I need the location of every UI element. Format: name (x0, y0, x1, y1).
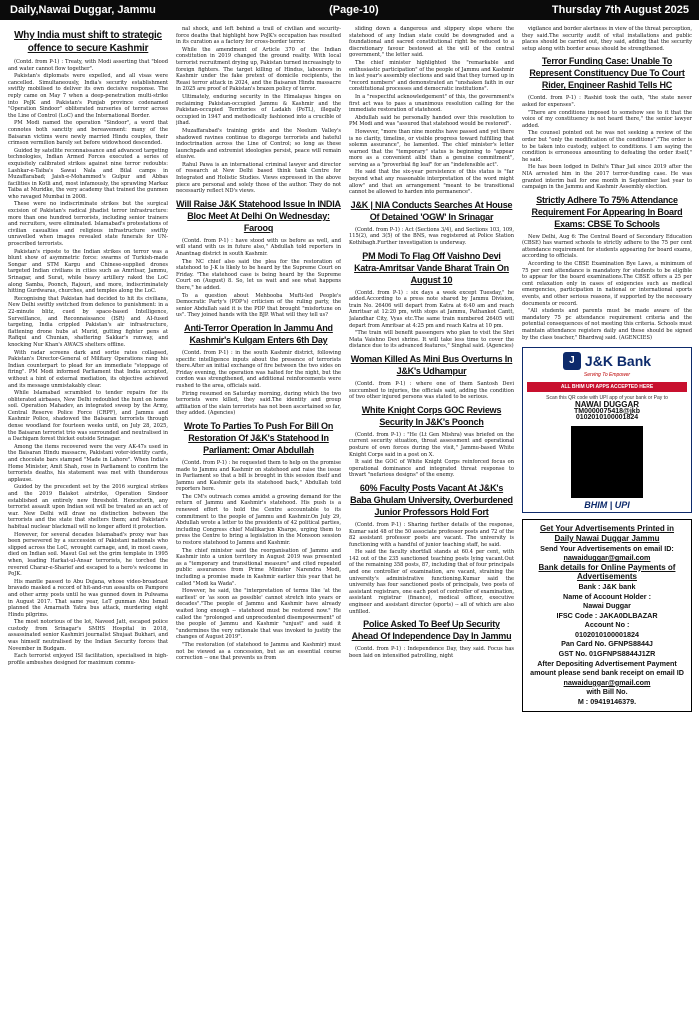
notice-line: Bank : J&K bank (578, 581, 636, 591)
article-paragraph: He said the faculty shortfall stands at 60.4 per cent, with 142 out of the 235 sanctioned teaching posts lying vacant.Out of the remaining 358 posts, 87, including that of four principals and one controller of examination, are vacant, straining the university's administrative functioning.Kumar said the university has four sanctioned posts of principals, two posts of assistant registrars, one each post of controller of examination, assistant registrar (finance), medical officer, executive engineer and assistant director (sports) -- all of which are also unfilled. (349, 549, 514, 615)
article-paragraph: (Contd. from P-1) : Rashid took the oath, "the state never asked for expenses". (522, 95, 692, 108)
notice-line: Name of Account Holder : (563, 591, 651, 601)
bank-logo (527, 352, 687, 370)
headline-independence-security (349, 618, 514, 642)
headline-vande-bharat (349, 250, 514, 286)
notice-line: IFSC Code : JAKA0DLBAZAR (556, 610, 658, 620)
qr-code-icon[interactable] (571, 426, 643, 498)
article-paragraph: However, "more than nine months have passed and yet there is no clarity, timeline, or visible progress toward fulfilling that solemn assurance", he lamented. The chief minister's letter warned that the "temporary" status is beginning to "appear more as a convenient alibi than a genuine commitment", serving as a "proverbial fig leaf" for an "indefensible act". (349, 128, 514, 168)
headline-text: Why India must shift to strategic offence to secure Kashmir (14, 30, 162, 54)
article-paragraph: Rahul Pawa is an international criminal lawyer and director of research at New Delhi based think tank Centre for Integrated and Holistic Studies. Views expressed in the above piece are personal and solely those of the author. They do not necessarily reflect ND's views. (176, 161, 341, 195)
article-paragraph: Ultimately, enduring security in the Himalayas hinges on reclaiming Pakistan-occupied Jammu & Kashmir and the Pakistan-occupied Territories of Ladakh (PoTL), illegally occupied in 1947 and methodically fashioned into a crucible of jihad. (176, 93, 341, 127)
bhim-upi-logo: BHIM | UPI (584, 499, 630, 510)
bank-qr-advertisement (522, 347, 692, 513)
article-paragraph: In a "respectful acknowledgement" of this, the government's first act was to pass a unanimous resolution calling for the immediate restoration of statehood. (349, 93, 514, 114)
headline-white-knight (349, 404, 514, 428)
bank-logo-icon: J (563, 352, 581, 370)
article-paragraph: The chief minister highlighted the "remarkable and enthusiastic participation" of the people of Jammu and Kashmir in last year's assembly elections and said that they turned up in "record numbers" and demonstrated an "unshaken faith in our constitutional processes and democratic institutions". (349, 59, 514, 93)
advertisement-notice (522, 519, 692, 711)
article-paragraph: These were no indiscriminate strikes but the surgical excision of Pakistan's radical jihadist terror infrastructure: more than one hundred terrorists, including senior trainers and recruiters, were eliminated. Islamabad's protestations of civilian casualties and religious infrastructure swiftly unravelled when images revealed state funerals for UN-proscribed terrorists. (8, 201, 168, 248)
column-1 (8, 26, 168, 1018)
article-paragraph: The NC chief also said the plea for the restoration of statehood to J-K is likely to be heard by the Supreme Court on Friday. "The statehood case is being heard by the Supreme Court on (August) 8. So, let us wait and see what happens there," he added. (176, 258, 341, 291)
article-paragraph: PM Modi named the operation "Sindoor", a word that connotes both sanctity and bereavement: many of the Baisaran victims were newly married Hindu couples, their crimson vermilion barely set before widowhood descended. (8, 120, 168, 147)
article-paragraph: New Delhi, Aug 6: The Central Board of Secondary Education (CBSE) has warned schools to strictly adhere to the 75 per cent attendance requirement for students appearing for board exams, according to officials. (522, 233, 692, 260)
column-3 (349, 26, 514, 1018)
article-paragraph: (Contd. from P-1) : where one of them Santosh Devi succumbed to injuries, the officials said, adding the condition of two other injured persons was stated to be serious. (349, 380, 514, 401)
masthead-date: Thursday 7th August 2025 (551, 4, 689, 16)
article-paragraph: "All students and parents must be made aware of the mandatory 75 pc attendance requirement criteria and the potential consequences of not meeting this criteria. Schools must maintain attendance registers daily and these should be signed by the class teacher," Bhardwaj said. (AGENCIES) (522, 308, 692, 341)
headline-cbse-attendance (522, 194, 692, 230)
headline-udhampur-bus (349, 353, 514, 377)
headline-text: Terror Funding Case: Unable To Represent Constituency Due To Court Rider, Engineer Rashid Tells HC (529, 56, 685, 91)
article-paragraph: While the amendment of Article 370 of the Indian constitution in 2019 changed the ground reality. With local terrorist recruitment drying up, Pakistan turned increasingly to foreign fighters. The target killing of Hindus, labourers in Kashmir under the fake pretext of domicile recipients, the Reasi terror attack in 2024, and the Baisaran Hindu massacre in 2025 are proof of Pakistan's brazen policy of terror. (176, 46, 341, 93)
notice-line: GST No. 01GFNPS8844J1ZR (558, 649, 656, 659)
bank-name: J&K Bank (584, 352, 652, 369)
article-paragraph: Each terrorist enjoyed ISI facilitation, specialised in high-profile ambushes designed for maximum commu- (8, 653, 168, 666)
headline-text: Will Raise J&K Statehood Issue In INDIA Bloc Meet At Delhi On Wednesday: Farooq (176, 198, 341, 233)
column-2 (176, 26, 341, 1018)
notice-email[interactable]: nawaiduggar@gmail.com (563, 677, 651, 687)
headline-text: Wrote To Parties To Push For Bill On Restoration Of J&K's Statehood In Parliament: Omar Abdullah (183, 420, 334, 455)
article-paragraph: (Contd. from P-1) : Act (Sections 3/4), and Sections 103, 109, 115(2), and 3(5) of the BNS, was registered at Police Station Kothibagh.Further investigation is underway. (349, 226, 514, 247)
article-paragraph: To a question about Mehbooba Mufti-led People's Democratic Party's (PDP's) criticism of the ruling party, the senior Abdullah said it is the PDP that brought "misfortune on us". They joined hands with the BJP. What will they tell us? (176, 292, 341, 319)
headline-text: J&K | NIA Conducts Searches At House Of Detained 'OGW' In Srinagar (350, 199, 513, 222)
article-paragraph: Firing resumed on Saturday morning, during which the two terrorists were killed, they said.The identity and group affiliation of the slain terrorists has not been ascertained so far, they added. (Agencies) (176, 390, 341, 417)
headline-text: White Knight Corps GOC Reviews Security In J&K's Poonch (361, 404, 502, 427)
article-paragraph: The most notorious of the lot, Naveed Jatt, escaped police custody from Srinagar's SMHS Hospital in 2018, assassinated senior Kashmiri journalist Shujaat Bukhari, and was himself neutralised by the Indian Security forces that November in Budgam. (8, 619, 168, 652)
article-paragraph: Guided by the precedent set by the 2016 surgical strikes and the 2019 Balakot airstrike, Operation Sindoor established an entirely new threshold. Henceforth, any terrorist assault upon Indian soil will be treated as an act of war. New Delhi will draw no distinction between the terrorists and the state that shelters them; and Pakistan's habitual nuclear blackmail will no longer afford it protection. (8, 484, 168, 530)
article-paragraph: (Contd. from P-1) : "He (Lt Gen Mishra) was briefed on the current security situation, threat assessment and operational posture of own forces during the visit," Jammu-based White Knight Corps said in a post on X. (349, 431, 514, 458)
headline-text: PM Modi To Flag Off Vaishno Devi Katra-Amritsar Vande Bharat Train On August 10 (354, 250, 509, 285)
notice-line: After Depositing Advertisement Payment amount please send bank receipt on email ID (530, 658, 684, 678)
article-paragraph: "There are conditions imposed to somehow see to it that the voice of my constituency is not heard there," the senior lawyer added. (522, 109, 692, 129)
headline-text: Police Asked To Beef Up Security Ahead Of Independence Day In Jammu (351, 619, 512, 642)
article-paragraph: He has been lodged in Delhi's Tihar Jail since 2019 after the NIA arrested him in the 2017 terror-funding case. He was granted interim bail for one month in September last year to campaign in the Jammu and Kashmir Assembly election. (522, 164, 692, 191)
upi-id: TM0000075418@jkb (574, 407, 640, 415)
payee-name: NAWAI DUGGAR (575, 399, 639, 409)
article-paragraph: nal shock, and left behind a trail of civilian and security-force deaths that highlight how PoJK's occupation has resulted in its curation as a factory for cross-border terror. (176, 26, 341, 46)
article-paragraph: (Contd. from P-1) : six days a week except Tuesday," he added.According to a press note shared by Jammu Division, train No. 26406 will depart from Katra at 6:40 am and reach Amritsar at 12:20 pm, with stops at Jammu, Pathankot Cantt, Jalandhar City, Vyas etc.The same train numbered 26405 will depart from Amritsar at 4:25 pm and reach Katra at 10 pm. (349, 289, 514, 329)
notice-phone: M : 09419146379. (577, 697, 637, 707)
notice-line: Send Your Advertisements on email ID: (540, 543, 674, 553)
upi-strip: ALL BHIM UPI APPS ACCEPTED HERE (527, 382, 687, 393)
article-paragraph: Among the items recovered were the very AK-47s used in the Baisaran Hindu massacre, Pakistani voter-identity cards, and chocolate bars stamped "Made in Lahore". When India's Home Minister, Amit Shah, rose in Parliament to confirm the terrorists deaths, his statement was met with thunderous applause. (8, 443, 168, 483)
article-paragraph: However, for several decades Islamabad's proxy war has been persevered by a succession of Pakistani nationals who slipped across the LoC, wrought carnage, and, in most cases, died on Indian soil. Masut Gul set the grim template in 1995 when, leading Harkat-ul-Ansar terrorists, he torched the revered Charar-e-Sharief and escaped to a hero's welcome in PoJK. (8, 531, 168, 578)
account-number: 0102010100001824 (575, 414, 639, 422)
article-paragraph: (Contd. from P-1) : Treaty, with Modi asserting that "blood and water cannot flow together". (8, 59, 168, 72)
article-paragraph: Muzaffarabad's training grids and the Neelum Valley's shadowed ravines continue to disgorge terrorists and hateful indoctrination across the Line of Control; so long as these launchpads and extremist ideologies persist, peace will remain elusive. (176, 127, 341, 161)
notice-line: Pan Card No. GFNPS8844J (561, 639, 653, 649)
article-paragraph: sliding down a dangerous and slippery slope where the statehood of any Indian state could be downgraded and a foundational and sacred constitutional right be reduced to a discretionary favour bestowed at the will of the central government," the letter said. (349, 26, 514, 59)
masthead-page-number: (Page-10) (329, 4, 379, 16)
notice-line: Nawai Duggar (583, 601, 631, 611)
headline-nia-searches (349, 199, 514, 223)
article-paragraph: Guided by satellite reconnaissance and advanced targeting technologies, Indian Armed Forces executed a series of exquisitely calibrated strikes against nine terror redoubts: Lashkar-e-Taiba's Sawai Nala and Bilal camps in Muzaffarabad; Jaish-e-Mohammed's Gulpur and Abbas facilities in Kotli and, most infamously, the sprawling Markaz Taiba at Muridke, the very academy that trained the gunmen who ravaged Mumbai in 2008. (8, 147, 168, 200)
notice-line: 0102010100001824 (575, 629, 639, 639)
article-paragraph: His mantle passed to Abu Dujana, whose video-broadcast bravado masked a record of hit-and-run assaults on Pampore and other army posts until he was gunned down in Pulwama in August 2017. That same year, LeT gunman Abu Ismail planned the Amarnath Yatra bus attack, murdering eight Hindu pilgrims. (8, 578, 168, 618)
headline-text: Strictly Adhere To 75% Attendance Requirement For Appearing In Board Exams: CBSE To Schools (531, 194, 683, 229)
column-4 (522, 26, 692, 1018)
article-paragraph: Pakistan's diplomats were expelled, and all visas were cancelled. Simultaneously, India's security establishment swiftly mobilised to deliver its own decisive response. The reply came on May 7 when a deep-penetration multi-strike into PoJK and Pakistan's Punjab province codenamed "Operation Sindoor" obliterated nurseries of terror across the Line of Control (LoC) and the International Border. (8, 73, 168, 119)
article-paragraph: The counsel pointed out he was not seeking a review of the order but "only the modification of the conditions"."The order is to be taken into custody, subject to conditions. I am saying the condition is erroneous amounting to defeating the order itself," he said. (522, 130, 692, 163)
article-paragraph: It said the GOC of White Knight Corps reinforced focus on operational dominance and integrated threat response to thwart "nefarious designs" of the enemy. (349, 459, 514, 479)
article-paragraph: However, he said, the "interpretation of terms like 'at the earliest' or 'as soon as possible' cannot stretch into years or decades"."The people of Jammu and Kashmir have already waited long enough -- statehood must be restored now." He called the "prolonged and unprecedented disempowerment" of the people of Jammu and Kashmir "unjust" and said it "undermines the very rationale that was invoked to justify the changes of August 2019". (176, 588, 341, 641)
article-paragraph: The chief minister said the reorganisation of Jammu and Kashmir into a union territory in August 2019 was presented as a "temporary and transitional measure" and cited repeated public assurances from Prime Minister Narendra Modi, including a promise made in Kashmir earlier this year that he called "Modi ka Wada". (176, 547, 341, 587)
masthead-paper-name: Daily,Nawai Duggar, Jammu (10, 4, 156, 16)
headline-omar-statehood-bill (176, 420, 341, 456)
article-paragraph: He said that the six-year persistence of this status is "far beyond what any reasonable interpretation of the word might allow" and that an arrangement "meant to be transitional cannot be allowed to harden into permanence". (349, 169, 514, 196)
headline-farooq-statehood (176, 198, 341, 234)
article-paragraph: vigilance and border alertness in view of the threat perception, they said.The security audit of vital installations and public places should be carried out, they said, adding that the security setup along with border areas should be strengthened. (522, 26, 692, 52)
article-paragraph: According to the CBSE Examination Bye Laws, a minimum of 75 per cent attendance is mandatory for students to be eligible to appear for the board examinations.The CBSE offers a 25 per cent relaxation only in cases of exigencies such as medical emergencies, participation in national or international sports events, and other serious reasons, if supported by the necessary documents or record. (522, 261, 692, 307)
notice-title: Get Your Advertisements Printed in (539, 524, 675, 534)
notice-bank-heading: Bank details for Online Payments of Advertisements (538, 562, 676, 582)
article-paragraph: (Contd. from P-1) : Sharing further details of the response, Kumar said 48 of the 50 associate professor posts and 72 of the 82 assistant professor posts are vacant. The university is functioning with a handful of junior teaching staff, he said. (349, 521, 514, 548)
article-paragraph: "The train will benefit passengers who plan to visit the Shri Mata Vaishno Devi shrine. It will take less time to cover the distance due to its advanced features," Singhal said. (Agencies) (349, 330, 514, 350)
headline-engineer-rashid (522, 55, 692, 91)
headline-text: Woman Killed As Mini Bus Overturns In J&K's Udhampur (350, 353, 513, 376)
notice-line: with Bill No. (586, 687, 628, 697)
article-paragraph: Recognising that Pakistan had decided to hit its civilians, New Delhi swiftly switched from defence to punishment: in a 22-minute blitz, cued by space-based Intelligence, Surveillance, and Reconnaissance (ISR) and AI-fused targeting, India crippled Pakistan's air infrastructure, flattening drone hubs at Murid, gutting fighter pens at Rafiqui and Chunian, shattering Sakkar's runway, and knocking Nur Khan's AWACS shelters offline. (8, 295, 168, 348)
headline-text: 60% Faculty Posts Vacant At J&K's Baba Ghulam University, Overburdened Junior Professors Hold Fort (350, 482, 513, 517)
masthead (0, 0, 699, 20)
headline-text: Anti-Terror Operation In Jammu And Kashmir's Kulgam Enters 6th Day (184, 322, 333, 345)
bank-tagline: Serving To Empower (583, 372, 631, 379)
headline-kashmir-offence (8, 29, 168, 55)
article-paragraph: (Contd. from P-1) : in the south Kashmir district, following specific intelligence inputs about the presence of terrorists there.After an initial exchange of fire between the two sides on Friday evening, the operation was halted for the night, but the cordon was strengthened, and additional reinforcements were rushed to the area, officials said. (176, 349, 341, 389)
article-paragraph: While Islamabad scrambled to tender repairs for its obliterated airbases, New Delhi redoubled the hunt on home soil. Operation Mahadev, an integrated sweep by the Army, Central Reserve Police Force (CRPF), and Jammu and Kashmir Police, shadowed the Baisaran terrorists through dense woodland for fourteen weeks until, on July 28, 2025, the Baisaran terrorist trio was surrounded and neutralised in a Dachigam forest thicket outside Srinagar. (8, 390, 168, 443)
article-paragraph: (Contd. from P-1) : he requested them to help on the promise made to Jammu and Kashmir on statehood and raise the issue in Parliament so that a bill is brought in this session itself and Jammu and Kashmir gets its statehood back," Abdullah told reporters here. (176, 459, 341, 493)
article-paragraph: With radar screens dark and sortie rates collapsed, Pakistan's Director-General of Military Operations rang his Indian counterpart to plead for an immediate "stoppage of firing". PM Modi informed Parliament that India accepted, without a hint of external mediation, its objective achieved and its message unmistakably clear. (8, 349, 168, 389)
article-paragraph: Pakistan's riposte to the Indian strikes on terror was a blunt show of asymmetric force: swarms of Turkish-made Songar and STM Kargu and Chinese-supplied drones targeted Indian civilians in cities such as Amritsar, Jammu, Srinagar, and Surat, while heavy artillery raked the LoC along Samba, Poonch, Rajouri, and more, indiscriminately hitting Gurdwaras, churches, and temples along the LoC. (8, 248, 168, 295)
headline-kulgam-operation (176, 322, 341, 346)
article-paragraph: (Contd. from P-1) : have stood with us before as well, and will stand with us in future also," Abdullah told reporters in Anantnag district in south Kashmir. (176, 237, 341, 258)
notice-line: Account No : (584, 620, 630, 630)
article-paragraph: "The restoration (of statehood to Jammu and Kashmir) must not be viewed as a concession, but as an essential course correction -- one that prevents us from (176, 641, 341, 662)
article-paragraph: The CM's outreach comes amidst a growing demand for the return of Jammu and Kashmir's statehood. His push is a renewed effort to hold the Centre accountable to its commitment to the people of Jammu and Kashmir.On July 29, Abdullah wrote a letter to the presidents of 42 political parties, including Congress chief Mallikarjun Kharge, urging them to press the Centre to bring a legislation in the Monsoon session to restore statehood to Jammu and Kashmir. (176, 493, 341, 547)
upi-instruction: Scan this QR code with UPI app of your bank or Pay to (546, 395, 668, 402)
notice-paper: Daily Nawai Duggar Jammu (554, 533, 660, 543)
article-paragraph: Abdullah said he personally handed over this resolution to PM Modi and was "assured that statehood would be restored". (349, 114, 514, 128)
headline-faculty-vacant (349, 482, 514, 518)
notice-email[interactable]: nawaiduggar@gmail.com (563, 553, 651, 563)
article-paragraph: (Contd. from P-1) : Independence Day, they said. Focus has been laid on intensified patrolling, night (349, 646, 514, 659)
